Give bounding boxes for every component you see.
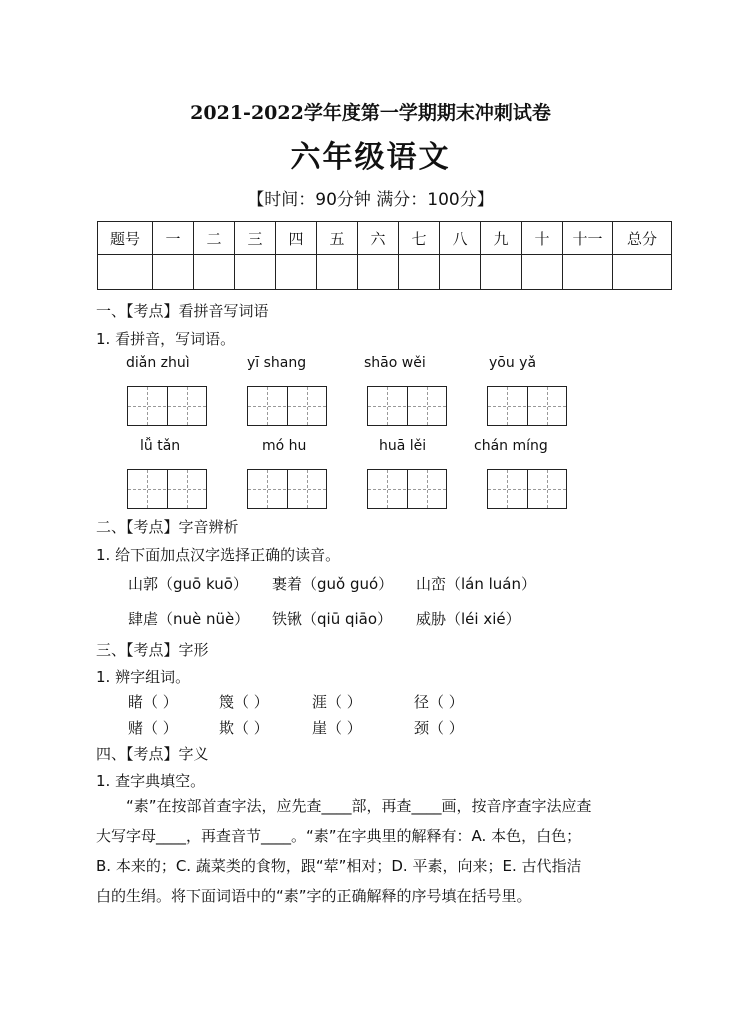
pinyin-label: yōu yǎ — [489, 355, 537, 371]
score-cell[interactable] — [522, 255, 563, 290]
score-cell[interactable] — [235, 255, 276, 290]
section-2-title: 二、【考点】字音辨析 — [96, 518, 239, 536]
question-3-1: 1. 辨字组词。 — [96, 668, 191, 686]
word-group-item[interactable]: 颈（ ） — [414, 719, 464, 737]
pinyin-label: diǎn zhuì — [126, 355, 190, 371]
score-cell[interactable] — [481, 255, 522, 290]
pinyin-label: huā lěi — [379, 438, 427, 454]
tianzige-box[interactable] — [127, 386, 207, 426]
pronunciation-item: 肆虐（nuè nüè） — [128, 610, 250, 628]
word-group-item[interactable]: 睹（ ） — [128, 693, 178, 711]
question-1-1: 1. 看拼音，写词语。 — [96, 330, 236, 348]
score-table — [97, 221, 672, 290]
score-cell[interactable] — [563, 255, 613, 290]
score-cell[interactable] — [98, 255, 153, 290]
score-header: 二 — [194, 222, 235, 255]
tianzige-box[interactable] — [127, 469, 207, 509]
pronunciation-item: 铁锹（qiū qiāo） — [272, 610, 393, 628]
score-cell[interactable] — [399, 255, 440, 290]
score-cell[interactable] — [613, 255, 672, 290]
score-header: 十 — [522, 222, 563, 255]
score-cell[interactable] — [194, 255, 235, 290]
exam-super-title: 2021-2022学年度第一学期期末冲刺试卷 — [190, 102, 551, 124]
dictionary-paragraph — [96, 791, 641, 911]
pinyin-label: shāo wěi — [364, 355, 426, 371]
score-header: 总分 — [613, 222, 672, 255]
score-cell[interactable] — [440, 255, 481, 290]
word-group-item[interactable]: 赌（ ） — [128, 719, 178, 737]
word-group-item[interactable]: 篾（ ） — [219, 693, 269, 711]
score-header: 八 — [440, 222, 481, 255]
pronunciation-item: 山峦（lán luán） — [416, 575, 537, 593]
exam-title: 六年级语文 — [290, 140, 451, 175]
question-2-1: 1. 给下面加点汉字选择正确的读音。 — [96, 546, 341, 564]
score-header: 十一 — [563, 222, 613, 255]
score-header: 六 — [358, 222, 399, 255]
word-group-item[interactable]: 径（ ） — [414, 693, 464, 711]
score-cell[interactable] — [276, 255, 317, 290]
section-4-title: 四、【考点】字义 — [96, 745, 209, 763]
score-header: 九 — [481, 222, 522, 255]
word-group-item[interactable]: 欺（ ） — [219, 719, 269, 737]
score-header: 七 — [399, 222, 440, 255]
word-group-item[interactable]: 崖（ ） — [312, 719, 362, 737]
pinyin-label: yī shang — [247, 355, 307, 371]
tianzige-box[interactable] — [247, 386, 327, 426]
tianzige-box[interactable] — [487, 469, 567, 509]
question-4-1: 1. 查字典填空。 — [96, 772, 206, 790]
section-3-title: 三、【考点】字形 — [96, 641, 209, 659]
score-header: 三 — [235, 222, 276, 255]
paragraph-line: 大写字母____，再查音节____。“素”在字典里的解释有：A. 本色，白色； — [96, 827, 582, 845]
pronunciation-item: 裹着（guǒ guó） — [272, 575, 394, 593]
pronunciation-item: 山郭（guō kuō） — [128, 575, 248, 593]
score-header: 四 — [276, 222, 317, 255]
paragraph-line: “素”在按部首查字法，应先查____部，再查____画，按音序查字法应查 — [126, 797, 592, 815]
paragraph-line: B. 本来的；C. 蔬菜类的食物，跟“荤”相对；D. 平素，向来；E. 古代指洁 — [96, 857, 582, 875]
score-header: 一 — [153, 222, 194, 255]
word-group-item[interactable]: 涯（ ） — [312, 693, 362, 711]
paragraph-line: 白的生绢。将下面词语中的“素”字的正确解释的序号填在括号里。 — [96, 887, 532, 905]
pinyin-label: mó hu — [262, 438, 307, 454]
exam-meta: 【时间：90分钟 满分：100分】 — [247, 190, 494, 210]
score-cell[interactable] — [153, 255, 194, 290]
pronunciation-item: 威胁（léi xié） — [416, 610, 521, 628]
tianzige-box[interactable] — [247, 469, 327, 509]
score-header: 五 — [317, 222, 358, 255]
tianzige-box[interactable] — [367, 469, 447, 509]
score-cell[interactable] — [317, 255, 358, 290]
pinyin-label: chán míng — [474, 438, 548, 454]
pinyin-label: lǚ tǎn — [140, 438, 181, 454]
tianzige-box[interactable] — [487, 386, 567, 426]
score-cell[interactable] — [358, 255, 399, 290]
tianzige-box[interactable] — [367, 386, 447, 426]
section-1-title: 一、【考点】看拼音写词语 — [96, 302, 269, 320]
score-header: 题号 — [98, 222, 153, 255]
